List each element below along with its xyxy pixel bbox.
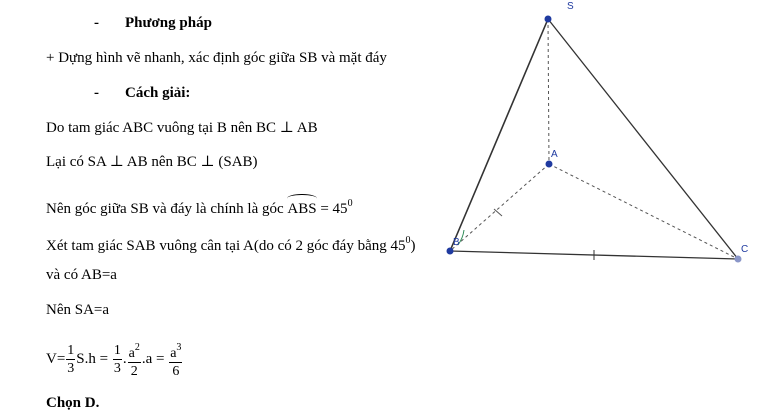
solution-line-5: và có AB=a: [46, 267, 117, 283]
answer: Chọn D.: [46, 395, 100, 411]
steps-heading: Cách giải:: [125, 85, 191, 101]
angle-label: ABS: [287, 201, 317, 217]
label-s: S: [567, 1, 574, 12]
formula-sh: S.h =: [76, 350, 109, 367]
label-c: C: [741, 244, 749, 255]
solution-line-3: [46, 195, 353, 218]
method-heading: Phương pháp: [125, 15, 212, 31]
angle-arc: [287, 194, 316, 203]
edge-ac: [549, 164, 738, 259]
steps-bullet: -: [94, 85, 99, 101]
point-c: [735, 256, 742, 263]
point-s: [545, 16, 552, 23]
line3-suffix: = 45: [316, 201, 348, 217]
edge-sc: [548, 19, 738, 259]
solution-line-4: [46, 232, 416, 255]
formula-a-eq: .a =: [141, 350, 165, 367]
line4-text: Xét tam giác SAB vuông cân tại A(do có 2 góc đáy bằng 45: [46, 238, 406, 254]
method-bullet: -: [94, 15, 99, 31]
tick-ab: [494, 209, 502, 216]
fraction-one-third-a: $\frac{1}{3}$: [67, 343, 75, 376]
point-b: [447, 248, 454, 255]
angle-abs: [287, 200, 316, 218]
solution-line-2: Lại có SA ⊥ AB nên BC ⊥ (SAB): [46, 154, 258, 170]
fraction-a-cubed-over-6: $\frac{a^3}{6}$: [169, 339, 182, 380]
edge-ab: [450, 164, 549, 251]
edge-sb: [450, 19, 548, 251]
solution-line-1: Do tam giác ABC vuông tại B nên BC ⊥ AB: [46, 120, 318, 136]
point-a: [546, 161, 553, 168]
line3-degree: 0: [347, 198, 353, 209]
fraction-a-squared-over-2: $\frac{a^2}{2}$: [128, 339, 141, 380]
method-heading-line: [94, 14, 212, 32]
formula-v: V=: [46, 350, 66, 367]
line3-prefix: Nên góc giữa SB và đáy là chính là góc: [46, 201, 288, 217]
method-text: + Dựng hình vẽ nhanh, xác định góc giữa SB và mặt đáy: [46, 50, 387, 66]
label-a: A: [551, 149, 558, 160]
pyramid-figure: [436, 0, 758, 300]
formula-dot: .: [122, 350, 127, 367]
line4-close: ): [410, 238, 416, 254]
solution-line-6: Nên SA=a: [46, 302, 110, 318]
edge-sa: [548, 19, 549, 164]
label-b: B: [453, 237, 460, 248]
line4-degree: 0: [405, 235, 411, 246]
volume-formula: [46, 339, 183, 380]
steps-heading-line: [94, 84, 190, 102]
fraction-one-third-b: $\frac{1}{3}$: [113, 343, 121, 376]
